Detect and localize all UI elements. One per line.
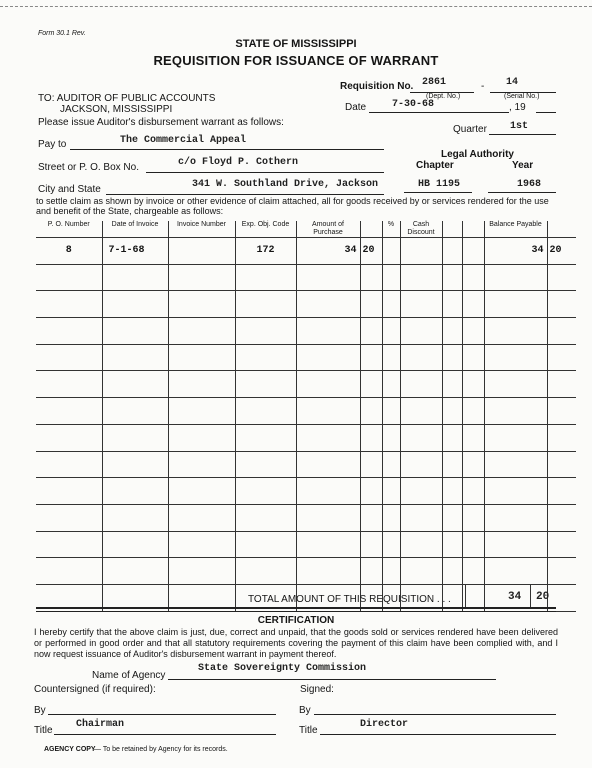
table-cell [442,478,462,505]
cell-amount-cents: 20 [360,238,382,265]
chapter-line [404,192,472,193]
table-row [36,478,576,505]
cell-po-number: 8 [36,238,102,265]
table-cell [400,318,442,345]
table-cell [235,478,296,505]
table-cell [484,264,547,291]
table-cell [360,558,382,585]
table-cell [484,424,547,451]
table-cell [547,318,576,345]
col-exp-obj-code: Exp. Obj. Code [235,221,296,238]
table-cell [484,504,547,531]
table-cell [400,451,442,478]
table-cell [36,291,102,318]
table-cell [400,398,442,425]
col-po-number: P. O. Number [36,221,102,238]
table-cell [382,371,400,398]
table-cell [168,398,235,425]
total-dollars: 34 [508,591,522,603]
table-cell [484,478,547,505]
table-cell [36,264,102,291]
table-cell [36,451,102,478]
table-row [36,318,576,345]
table-cell [235,451,296,478]
settle-claim-text: to settle claim as shown by invoice or other evidence of claim attached, all for goods received by or services rendered for the use and benefit of the State, chargeable as follows: [36,196,549,216]
countersigned-label: Countersigned (if required): [34,684,156,695]
certification-text: I hereby certify that the above claim is just, due, correct and unpaid, that the goods sold or services rendered have been delivered or performed in good order and that all statutory requirements covering the payment of this claim have been complied with, and I now request issuance of Auditor's disbursement warrant in payment thereof. [34,627,558,659]
table-cell [360,424,382,451]
table-cell [296,558,360,585]
year-label: Year [512,160,534,171]
date-line [369,112,509,113]
table-cell [168,371,235,398]
table-cell [442,344,462,371]
table-row [36,451,576,478]
table-cell [400,291,442,318]
table-cell [382,531,400,558]
perforation-line [0,6,592,7]
table-cell [168,451,235,478]
table-cell [296,291,360,318]
table-cell [168,504,235,531]
col-date-of-invoice: Date of Invoice [102,221,168,238]
requisition-no-label: Requisition No. [340,81,414,92]
table-cell [36,344,102,371]
dept-no-caption: (Dept. No.) [426,93,461,100]
table-cell [547,344,576,371]
table-cell [235,318,296,345]
table-cell [102,478,168,505]
agency-copy-label: AGENCY COPY [44,746,96,753]
table-cell [484,371,547,398]
table-cell [442,371,462,398]
table-cell [547,291,576,318]
dept-no-value: 2861 [422,77,447,88]
pay-to-label: Pay to [38,139,67,150]
serial-no-caption: (Serial No.) [504,93,540,100]
table-cell [296,478,360,505]
table-cell [36,371,102,398]
table-cell [235,291,296,318]
table-cell [296,424,360,451]
by-right-label: By [299,705,311,716]
cell-balance-cents: 20 [547,238,576,265]
table-cell [547,558,576,585]
table-cell [102,398,168,425]
cell-date-of-invoice: 7-1-68 [102,238,168,265]
table-cell [168,424,235,451]
table-cell [400,264,442,291]
table-cell [462,371,484,398]
table-row [36,291,576,318]
table-cell [235,531,296,558]
col-balance-payable: Balance Payable [484,221,547,238]
table-cell [36,558,102,585]
col-amount-cents [360,221,382,238]
table-cell [484,318,547,345]
table-cell [462,264,484,291]
city-label: City and State [38,184,101,195]
agency-value: State Sovereignty Commission [198,663,367,674]
table-cell [484,344,547,371]
table-cell [462,398,484,425]
chapter-value: HB 1195 [418,179,461,190]
cell-balance-dollars: 34 [484,238,547,265]
table-cell [462,558,484,585]
street-value: c/o Floyd P. Cothern [178,157,299,168]
table-cell [382,344,400,371]
table-cell [442,451,462,478]
table-cell [484,291,547,318]
table-cell [296,344,360,371]
year-prefix: , 19 [509,102,526,113]
table-cell [400,558,442,585]
jackson-line: JACKSON, MISSISSIPPI [60,104,173,115]
table-cell [382,291,400,318]
table-row [36,344,576,371]
title-left-label: Title [34,725,53,736]
table-cell [462,291,484,318]
total-label: TOTAL AMOUNT OF THIS REQUISITION . . . [248,594,451,605]
table-cell [360,451,382,478]
col-amount-of-purchase: Amount of Purchase [296,221,360,238]
table-cell [382,558,400,585]
table-cell [36,504,102,531]
table-cell [382,424,400,451]
table-cell [235,371,296,398]
table-cell [547,504,576,531]
table-cell [36,318,102,345]
quarter-line [489,134,556,135]
quarter-value: 1st [510,121,529,132]
year-line [536,112,556,113]
table-cell [102,451,168,478]
table-cell [462,344,484,371]
table-cell [400,531,442,558]
title-right-label: Title [299,725,318,736]
table-cell [235,504,296,531]
cell-percent [382,238,400,265]
col-balance-cents [547,221,576,238]
requisition-dash: - [481,81,485,92]
certification-heading: CERTIFICATION [257,615,335,626]
table-cell [547,264,576,291]
city-line [106,194,384,195]
street-line [146,172,384,173]
by-left-line [48,714,276,715]
table-cell [442,264,462,291]
chapter-label: Chapter [416,160,454,171]
table-cell [102,291,168,318]
table-cell [296,398,360,425]
year-value-line [488,192,556,193]
title-right-value: Director [360,719,409,730]
col-cash-discount: Cash Discount [400,221,442,238]
table-cell [36,398,102,425]
year-value: 1968 [517,179,542,190]
table-cell [442,531,462,558]
table-cell [547,451,576,478]
table-cell [462,451,484,478]
legal-authority-heading: Legal Authority [441,149,514,160]
table-cell [547,531,576,558]
table-row [36,264,576,291]
table-row [36,398,576,425]
table-cell [36,478,102,505]
cell-exp-obj-code: 172 [235,238,296,265]
serial-no-value: 14 [506,77,519,88]
table-cell [442,558,462,585]
table-cell [296,451,360,478]
form-number: Form 30.1 Rev. [38,30,86,37]
table-cell [442,398,462,425]
state-heading: STATE OF MISSISSIPPI [235,38,357,50]
table-cell [400,504,442,531]
table-cell [400,344,442,371]
table-cell [360,478,382,505]
table-cell [484,558,547,585]
instruction-line: Please issue Auditor's disbursement warrant as follows: [38,117,284,128]
table-cell [102,318,168,345]
col-invoice-number: Invoice Number [168,221,235,238]
agency-line [168,679,496,680]
title-right-line [320,734,556,735]
cell-discount-b [462,238,484,265]
table-cell [168,344,235,371]
title-left-value: Chairman [76,719,125,730]
table-cell [102,371,168,398]
cell-cash-discount [400,238,442,265]
table-cell [235,424,296,451]
table-cell [442,504,462,531]
table-cell [102,424,168,451]
date-value: 7-30-68 [392,99,435,110]
table-cell [296,264,360,291]
table-cell [462,318,484,345]
table-cell [36,424,102,451]
agency-copy-note: — To be retained by Agency for its records. [94,746,228,753]
total-cents: 20 [536,591,550,603]
pay-to-value: The Commercial Appeal [120,135,247,146]
table-row [36,558,576,585]
table-cell [296,504,360,531]
table-row [36,238,576,265]
table-cell [102,558,168,585]
table-cell [102,504,168,531]
table-row [36,531,576,558]
title-left-line [54,734,276,735]
quarter-label: Quarter [453,124,487,135]
auditor-line: TO: AUDITOR OF PUBLIC ACCOUNTS [38,93,216,104]
table-cell [168,291,235,318]
cell-amount-dollars: 34 [296,238,360,265]
col-discount-a [442,221,462,238]
signed-label: Signed: [300,684,334,695]
table-cell [168,318,235,345]
cell-invoice-number [168,238,235,265]
table-cell [382,318,400,345]
table-header-row [36,221,576,238]
by-right-line [314,714,556,715]
table-cell [102,531,168,558]
table-cell [360,398,382,425]
table-cell [547,478,576,505]
city-value: 341 W. Southland Drive, Jackson [192,179,379,190]
table-cell [296,318,360,345]
table-cell [360,264,382,291]
table-row [36,504,576,531]
table-cell [168,531,235,558]
cell-discount-a [442,238,462,265]
table-cell [400,424,442,451]
charges-table [36,221,576,612]
by-left-label: By [34,705,46,716]
table-cell [296,371,360,398]
table-cell [102,264,168,291]
table-cell [442,318,462,345]
table-cell [168,478,235,505]
table-cell [360,318,382,345]
table-cell [360,531,382,558]
table-cell [442,291,462,318]
table-cell [442,424,462,451]
form-title: REQUISITION FOR ISSUANCE OF WARRANT [153,53,439,68]
table-cell [168,558,235,585]
table-cell [400,478,442,505]
table-cell [484,451,547,478]
col-discount-b [462,221,484,238]
table-cell [235,398,296,425]
table-cell [547,424,576,451]
agency-label: Name of Agency [92,670,166,681]
table-cell [360,291,382,318]
table-cell [168,264,235,291]
pay-to-line [70,149,384,150]
table-cell [382,504,400,531]
table-cell [382,398,400,425]
table-cell [102,344,168,371]
table-cell [382,451,400,478]
table-cell [360,504,382,531]
total-divider [36,607,556,612]
col-percent: % [382,221,400,238]
table-cell [235,558,296,585]
table-row [36,371,576,398]
table-cell [484,398,547,425]
table-cell [462,531,484,558]
table-cell [360,371,382,398]
table-cell [462,478,484,505]
table-cell [235,264,296,291]
table-cell [462,504,484,531]
table-cell [296,531,360,558]
table-cell [462,424,484,451]
table-cell [382,478,400,505]
table-cell [235,344,296,371]
table-cell [400,371,442,398]
table-cell [547,398,576,425]
street-label: Street or P. O. Box No. [38,162,139,173]
table-cell [36,531,102,558]
table-row [36,424,576,451]
table-cell [484,531,547,558]
table-cell [360,344,382,371]
table-cell [547,371,576,398]
table-cell [382,264,400,291]
date-label: Date [345,102,367,113]
